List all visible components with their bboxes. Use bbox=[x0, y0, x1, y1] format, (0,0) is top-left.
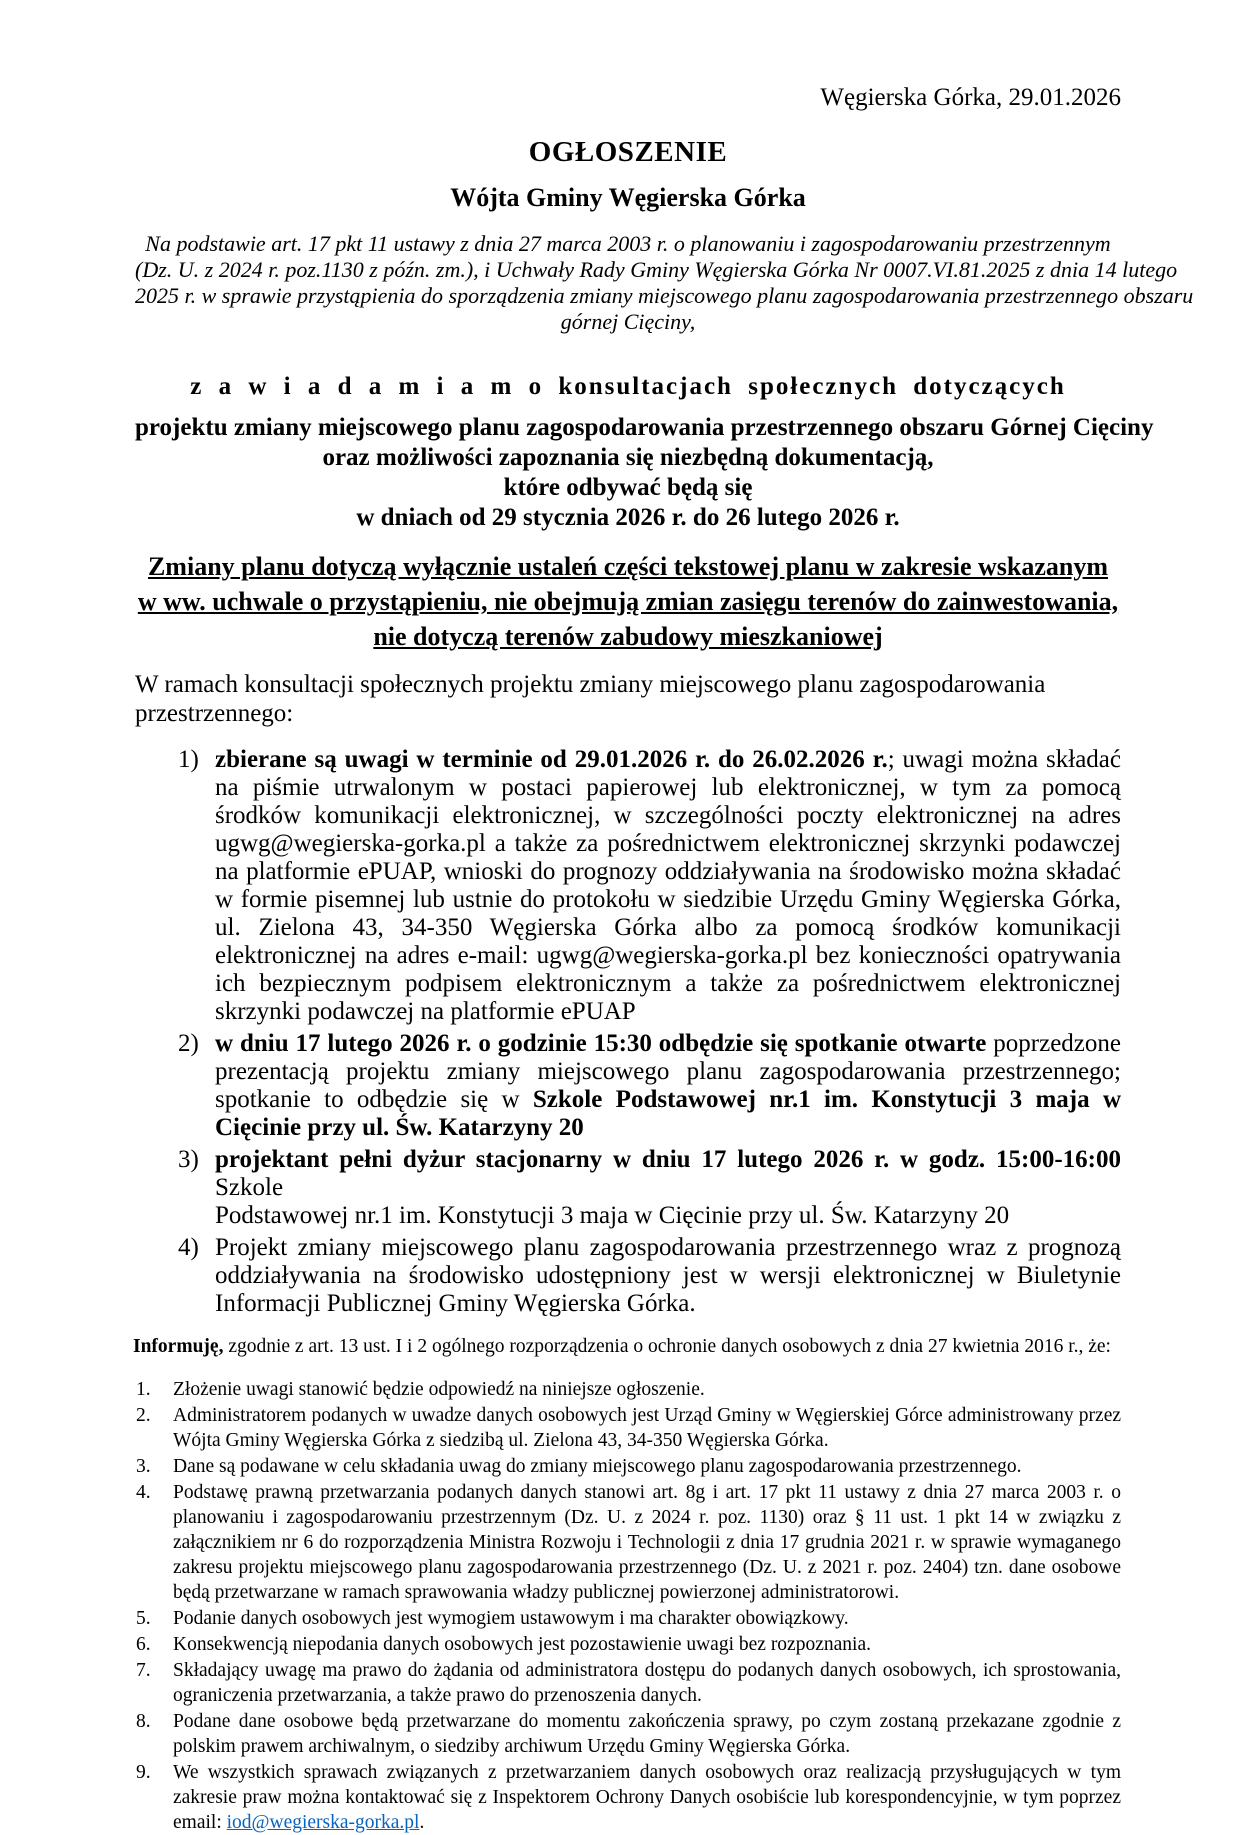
list-item-text bbox=[173, 1634, 871, 1655]
text-run: poprzedzone prezentacją projektu zmiany miejscowego planu zagospodarowania przestrzennego; spotkanie to odbędzie się w bbox=[215, 1030, 1121, 1113]
date-line: Węgierska Górka, 29.01.2026 bbox=[820, 84, 1121, 111]
announcement-list bbox=[135, 746, 1121, 1318]
bold-text-run: Informuję, bbox=[133, 1336, 224, 1357]
gdpr-intro bbox=[133, 1334, 1121, 1359]
list-marker: 6. bbox=[136, 1634, 151, 1655]
list-marker: 2) bbox=[178, 1030, 199, 1057]
legal-basis-line: (Dz. U. z 2024 r. poz.1130 z późn. zm.), i Uchwały Rady Gminy Węgierska Górka Nr 0007.VI.81.2025 z dnia 14 lutego bbox=[135, 257, 1178, 282]
text-run: Projekt zmiany miejscowego planu zagospodarowania przestrzennego wraz z prognozą oddziaływania na środowisko udostępniony jest w wersji elektronicznej w Biuletynie Informacji Publicznej Gminy Węgierska Górka. bbox=[215, 1234, 1121, 1317]
list-marker: 1. bbox=[136, 1379, 151, 1400]
list-item-text bbox=[173, 1711, 1121, 1757]
subject-line: projektu zmiany miejscowego planu zagospodarowania przestrzennego obszaru Górnej Cięciny bbox=[135, 414, 1154, 441]
bold-text-run: Szkole Podstawowej nr.1 im. Konstytucji 3 maja w Cięcinie przy ul. Św. Katarzyny 20 bbox=[215, 1086, 1121, 1141]
list-item-text bbox=[173, 1660, 1121, 1706]
list-marker: 3) bbox=[178, 1146, 199, 1173]
gdpr-list-item bbox=[133, 1658, 1121, 1708]
subject-line: które odbywać będą się bbox=[503, 474, 753, 501]
gdpr-list bbox=[133, 1377, 1121, 1835]
gdpr-section bbox=[133, 1334, 1121, 1835]
list-marker: 1) bbox=[178, 746, 199, 773]
page-title: OGŁOSZENIE bbox=[528, 136, 728, 168]
list-item-text bbox=[173, 1456, 1021, 1477]
text-run: Składający uwagę ma prawo do żądania od administratora dostępu do podanych danych osobowych, ich sprostowania, ograniczenia przetwarzania, a także prawo do przenoszenia danych. bbox=[173, 1660, 1121, 1706]
list-marker: 5. bbox=[136, 1608, 151, 1629]
text-run: Złożenie uwagi stanowić będzie odpowiedź na niniejsze ogłoszenie. bbox=[173, 1379, 705, 1400]
announcement-list-item bbox=[135, 746, 1121, 1026]
list-item-text bbox=[173, 1379, 705, 1400]
gdpr-list-item bbox=[133, 1632, 1121, 1657]
gdpr-list-item bbox=[133, 1480, 1121, 1605]
list-marker: 8. bbox=[136, 1711, 151, 1732]
legal-basis-line: Na podstawie art. 17 pkt 11 ustawy z dnia 27 marca 2003 r. o planowaniu i zagospodarowaniu przestrzennym bbox=[145, 231, 1111, 256]
emphasis-line: w ww. uchwale o przystąpieniu, nie obejmują zmian zasięgu terenów do zainwestowania, bbox=[137, 587, 1119, 616]
announcement-list-item bbox=[135, 1030, 1121, 1142]
text-run: Podstawowej nr.1 im. Konstytucji 3 maja w Cięcinie przy ul. Św. Katarzyny 20 bbox=[215, 1202, 1010, 1229]
list-marker: 7. bbox=[136, 1660, 151, 1681]
email-link[interactable]: iod@wegierska-gorka.pl bbox=[226, 1812, 420, 1833]
list-item-text bbox=[215, 1146, 1121, 1229]
text-run: Podstawę prawną przetwarzania podanych danych stanowi art. 8g i art. 17 pkt 11 ustawy z dnia 27 marca 2003 r. o planowaniu i zagospodarowaniu przestrzennym (Dz. U. z 2024 r. poz. 1130) oraz § 11 ust. 1 pkt 14 w związku z załącznikiem nr 6 do rozporządzenia Ministra Rozwoju i Technologii z dnia 17 grudnia 2021 r. w sprawie wymaganego zakresu projektu miejscowego planu zagospodarowania przestrzennego (Dz. U. z 2021 r. poz. 2404) tzn. dane osobowe będą przetwarzane w ramach sprawowania władzy publicznej powierzonej administratorowi. bbox=[173, 1482, 1121, 1603]
subject-line: w dniach od 29 stycznia 2026 r. do 26 lutego 2026 r. bbox=[356, 504, 900, 531]
list-marker: 2. bbox=[136, 1405, 151, 1426]
emphasis-line: nie dotyczą terenów zabudowy mieszkaniowej bbox=[373, 622, 883, 651]
list-item-text bbox=[215, 746, 1121, 1025]
notice-line: z a w i a d a m i a m o konsultacjach społecznych dotyczących bbox=[190, 373, 1066, 400]
text-run: . bbox=[419, 1812, 425, 1833]
list-item-text bbox=[215, 1234, 1121, 1317]
list-item-text bbox=[215, 1030, 1121, 1141]
text-run: Podane dane osobowe będą przetwarzane do momentu zakończenia sprawy, po czym zostaną przekazane zgodnie z polskim prawem archiwalnym, o siedziby archiwum Urzędu Gminy Węgierska Górka. bbox=[173, 1711, 1121, 1757]
bold-text-run: w dniu 17 lutego 2026 r. o godzinie 15:30 odbędzie się spotkanie otwarte bbox=[215, 1030, 987, 1057]
list-marker: 3. bbox=[136, 1456, 151, 1477]
announcement-list-item bbox=[135, 1234, 1121, 1318]
legal-basis-line: górnej Cięciny, bbox=[560, 309, 696, 334]
legal-basis-paragraph bbox=[135, 231, 1194, 335]
list-item-text bbox=[173, 1608, 849, 1629]
text-run: Szkole bbox=[215, 1174, 284, 1201]
text-run: Dane są podawane w celu składania uwag do zmiany miejscowego planu zagospodarowania przestrzennego. bbox=[173, 1456, 1022, 1477]
page-subtitle: Wójta Gminy Węgierska Górka bbox=[450, 183, 806, 212]
list-marker: 4. bbox=[136, 1482, 151, 1503]
gdpr-list-item bbox=[133, 1760, 1121, 1835]
gdpr-list-item bbox=[133, 1709, 1121, 1759]
list-item-text bbox=[173, 1482, 1121, 1603]
bold-text-run: projektant pełni dyżur stacjonarny w dniu 17 lutego 2026 r. w godz. 15:00-16:00 bbox=[215, 1146, 1121, 1173]
consultations-intro: W ramach konsultacji społecznych projektu zmiany miejscowego planu zagospodarowania przestrzennego: bbox=[135, 671, 1046, 727]
list-marker: 4) bbox=[178, 1234, 199, 1261]
list-marker: 9. bbox=[136, 1762, 151, 1783]
announcement-list-item bbox=[135, 1146, 1121, 1230]
text-run: We wszystkich sprawach związanych z przetwarzaniem danych osobowych oraz realizacją przysługujących w tym zakresie praw można kontaktować się z Inspektorem Ochrony Danych osobiście lub korespondencyjnie, w tym poprzez email: bbox=[173, 1762, 1121, 1833]
legal-basis-line: 2025 r. w sprawie przystąpienia do sporządzenia zmiany miejscowego planu zagospodarowania przestrzennego obszaru bbox=[135, 283, 1194, 308]
gdpr-list-item bbox=[133, 1377, 1121, 1402]
text-run: ; uwagi można składać na piśmie utrwalonym w postaci papierowej lub elektronicznej, w tym za pomocą środków komunikacji elektronicznej, w szczególności poczty elektronicznej na adres ugwg@wegierska-gorka.pl a także za pośrednictwem elektronicznej skrzynki podawczej na platformie ePUAP, wnioski do prognozy oddziaływania na środowisko można składać w formie pisemnej lub ustnie do protokołu w siedzibie Urzędu Gminy Węgierska Górka, ul. Zielona 43, 34-350 Węgierska Górka albo za pomocą środków komunikacji elektronicznej na adres e-mail: ugwg@wegierska-gorka.pl bez konieczności opatrywania ich bezpiecznym podpisem elektronicznym a także za pośrednictwem elektronicznej skrzynki podawczej na platformie ePUAP bbox=[215, 746, 1121, 1025]
text-run: Administratorem podanych w uwadze danych osobowych jest Urząd Gminy w Węgierskiej Górce administrowany przez Wójta Gminy Węgierska Górka z siedzibą ul. Zielona 43, 34-350 Węgierska Górka. bbox=[173, 1405, 1121, 1451]
text-run: Podanie danych osobowych jest wymogiem ustawowym i ma charakter obowiązkowy. bbox=[173, 1608, 849, 1629]
gdpr-list-item bbox=[133, 1403, 1121, 1453]
text-run: Konsekwencją niepodania danych osobowych jest pozostawienie uwagi bez rozpoznania. bbox=[173, 1634, 871, 1655]
list-item-text bbox=[173, 1405, 1121, 1451]
bold-text-run: zbierane są uwagi w terminie od 29.01.2026 r. do 26.02.2026 r. bbox=[215, 746, 888, 773]
text-run: zgodnie z art. 13 ust. I i 2 ogólnego rozporządzenia o ochronie danych osobowych z dnia 27 kwietnia 2016 r., że: bbox=[223, 1336, 1111, 1357]
gdpr-list-item bbox=[133, 1454, 1121, 1479]
list-item-text bbox=[173, 1762, 1121, 1833]
emphasis-line: Zmiany planu dotyczą wyłącznie ustaleń części tekstowej planu w zakresie wskazanym bbox=[147, 552, 1109, 581]
subject-block bbox=[135, 413, 1154, 533]
subject-line: oraz możliwości zapoznania się niezbędną dokumentacją, bbox=[322, 444, 934, 471]
gdpr-list-item bbox=[133, 1606, 1121, 1631]
emphasis-block bbox=[135, 549, 1121, 654]
